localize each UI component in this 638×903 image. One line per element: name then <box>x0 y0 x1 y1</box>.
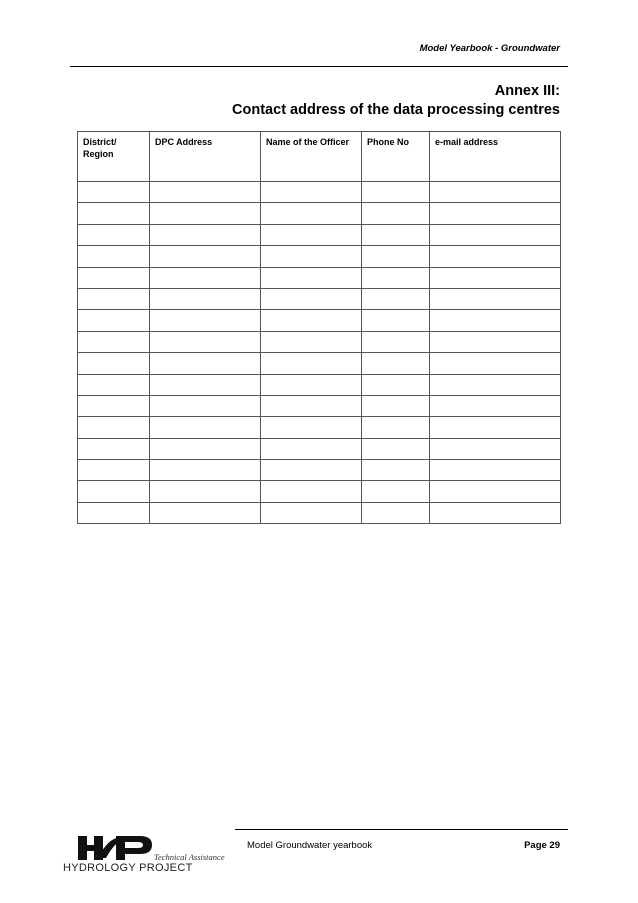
table-row <box>78 395 561 416</box>
table-cell <box>261 267 362 288</box>
table-cell <box>261 374 362 395</box>
table-cell <box>261 417 362 438</box>
table-cell <box>362 224 430 245</box>
table-cell <box>150 182 261 203</box>
table-cell <box>362 246 430 267</box>
logo-name: HYDROLOGY PROJECT <box>63 862 193 874</box>
table-cell <box>261 481 362 502</box>
table-row <box>78 224 561 245</box>
annex-label: Annex III: <box>494 83 560 99</box>
table-cell <box>362 460 430 481</box>
table-cell <box>362 395 430 416</box>
table-header-row <box>78 132 561 182</box>
table-cell <box>150 374 261 395</box>
table-cell <box>261 310 362 331</box>
table-cell <box>362 438 430 459</box>
table-cell <box>78 331 150 352</box>
table-row <box>78 438 561 459</box>
table-row <box>78 267 561 288</box>
table-cell <box>78 310 150 331</box>
header-divider <box>70 66 568 67</box>
table-cell <box>261 203 362 224</box>
table-cell <box>430 288 561 309</box>
table-row <box>78 502 561 523</box>
table-cell <box>78 224 150 245</box>
table-cell <box>78 203 150 224</box>
logo-subtitle: Technical Assistance <box>154 852 225 862</box>
table-cell <box>78 502 150 523</box>
table-row <box>78 182 561 203</box>
table-cell <box>150 438 261 459</box>
table-cell <box>362 502 430 523</box>
table-row <box>78 246 561 267</box>
table-cell <box>150 203 261 224</box>
table-cell <box>362 182 430 203</box>
table-row <box>78 331 561 352</box>
table-cell <box>78 182 150 203</box>
table-cell <box>261 246 362 267</box>
table-cell <box>430 502 561 523</box>
table-cell <box>430 481 561 502</box>
table-row <box>78 460 561 481</box>
table-cell <box>78 438 150 459</box>
table-cell <box>78 353 150 374</box>
table-cell <box>430 182 561 203</box>
table-cell <box>362 353 430 374</box>
table-cell <box>261 438 362 459</box>
table-cell <box>78 460 150 481</box>
footer-divider <box>235 829 568 830</box>
table-cell <box>261 502 362 523</box>
col-header-district: District/ Region <box>78 132 150 182</box>
table-cell <box>150 502 261 523</box>
table-cell <box>78 288 150 309</box>
table-row <box>78 481 561 502</box>
table-row <box>78 353 561 374</box>
col-header-officer: Name of the Officer <box>261 132 362 182</box>
table-cell <box>261 353 362 374</box>
table-cell <box>430 310 561 331</box>
table-cell <box>430 417 561 438</box>
table-cell <box>261 331 362 352</box>
table-cell <box>430 395 561 416</box>
table-cell <box>430 246 561 267</box>
table-cell <box>150 288 261 309</box>
table-row <box>78 288 561 309</box>
table-cell <box>430 224 561 245</box>
table-cell <box>150 481 261 502</box>
table-cell <box>150 267 261 288</box>
table-cell <box>261 182 362 203</box>
running-header: Model Yearbook - Groundwater <box>419 43 560 54</box>
table-cell <box>430 203 561 224</box>
table-cell <box>362 481 430 502</box>
table-cell <box>362 374 430 395</box>
table-cell <box>78 267 150 288</box>
table-cell <box>362 288 430 309</box>
table-cell <box>150 353 261 374</box>
table-cell <box>362 203 430 224</box>
table-cell <box>430 374 561 395</box>
col-header-email: e-mail address <box>430 132 561 182</box>
table-cell <box>150 460 261 481</box>
table-cell <box>150 395 261 416</box>
table-cell <box>362 417 430 438</box>
table-cell <box>430 267 561 288</box>
page-number: Page 29 <box>524 840 560 851</box>
table-cell <box>430 353 561 374</box>
table-cell <box>150 417 261 438</box>
table-cell <box>261 395 362 416</box>
table-cell <box>78 246 150 267</box>
table-body <box>78 182 561 524</box>
table-cell <box>150 224 261 245</box>
table-cell <box>261 224 362 245</box>
table-cell <box>261 460 362 481</box>
table-cell <box>362 267 430 288</box>
table-cell <box>150 331 261 352</box>
table-cell <box>78 417 150 438</box>
col-header-phone: Phone No <box>362 132 430 182</box>
table-cell <box>150 246 261 267</box>
table-cell <box>362 310 430 331</box>
table-cell <box>430 331 561 352</box>
table-cell <box>150 310 261 331</box>
annex-title: Contact address of the data processing centres <box>232 102 560 118</box>
table-cell <box>430 438 561 459</box>
table-row <box>78 203 561 224</box>
table-cell <box>78 395 150 416</box>
table-row <box>78 417 561 438</box>
table-cell <box>78 481 150 502</box>
table-row <box>78 310 561 331</box>
col-header-dpc-address: DPC Address <box>150 132 261 182</box>
table-cell <box>362 331 430 352</box>
table-cell <box>430 460 561 481</box>
dpc-contact-table <box>77 131 561 524</box>
table-row <box>78 374 561 395</box>
table-cell <box>78 374 150 395</box>
footer-document-title: Model Groundwater yearbook <box>247 840 373 851</box>
table-cell <box>261 288 362 309</box>
